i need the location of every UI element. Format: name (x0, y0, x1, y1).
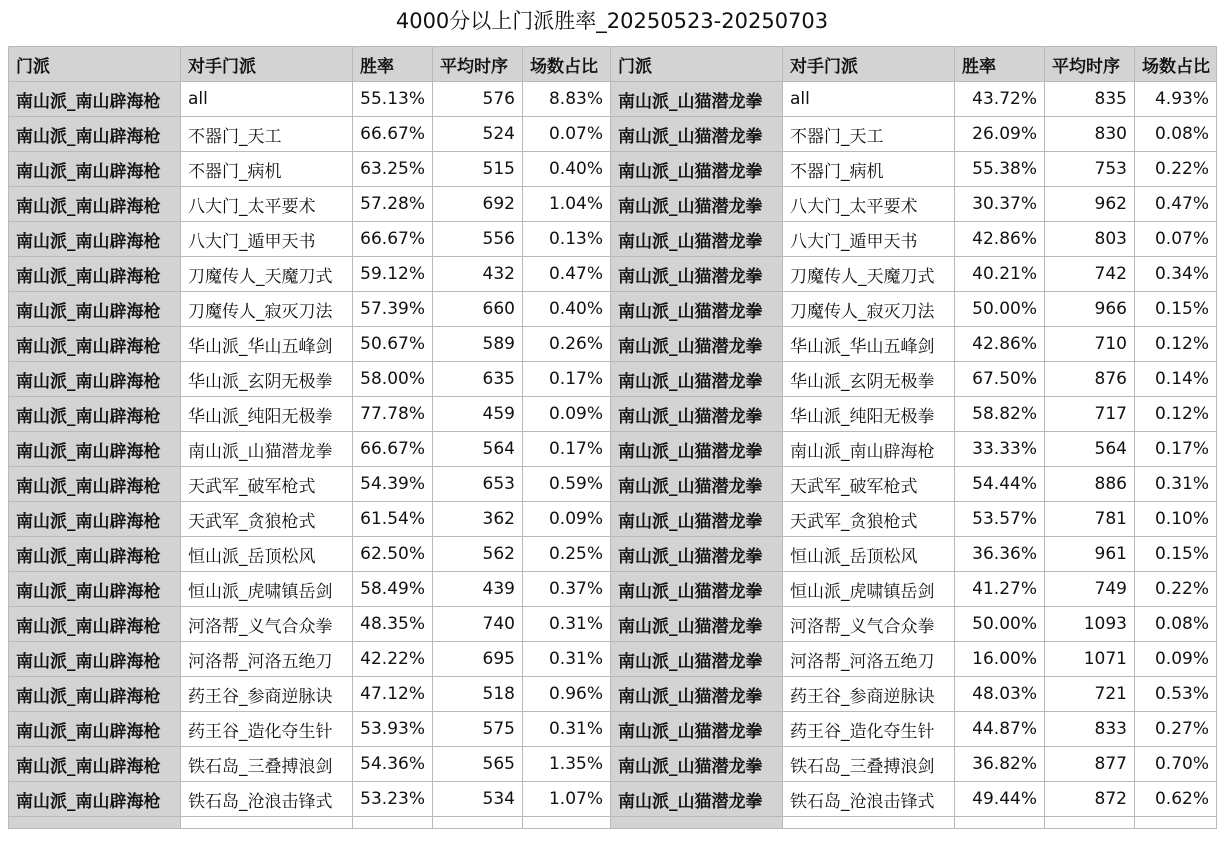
opponent-cell[interactable]: 南山派_山猫潜龙拳 (181, 432, 353, 467)
avg-timing-cell[interactable]: 835 (1045, 82, 1135, 117)
avg-timing-cell[interactable]: 872 (1045, 782, 1135, 817)
school-cell[interactable]: 南山派_山猫潜龙拳 (611, 747, 783, 782)
opponent-cell[interactable]: 恒山派_岳顶松风 (181, 537, 353, 572)
avg-timing-cell[interactable]: 459 (433, 397, 523, 432)
table-row (9, 502, 1217, 537)
empty-cell[interactable] (1045, 817, 1135, 829)
match-share-cell[interactable]: 1.04% (523, 187, 611, 222)
school-cell[interactable]: 南山派_南山辟海枪 (9, 712, 181, 747)
win-rate-table (8, 46, 1217, 829)
win-rate-cell[interactable]: 53.93% (353, 712, 433, 747)
table-row (9, 187, 1217, 222)
win-rate-cell[interactable]: 66.67% (353, 432, 433, 467)
match-share-cell[interactable]: 0.59% (523, 467, 611, 502)
opponent-cell[interactable]: 不器门_病机 (181, 152, 353, 187)
avg-timing-cell[interactable]: 962 (1045, 187, 1135, 222)
school-cell[interactable]: 南山派_山猫潜龙拳 (611, 467, 783, 502)
match-share-cell[interactable]: 0.40% (523, 152, 611, 187)
school-cell[interactable]: 南山派_山猫潜龙拳 (611, 782, 783, 817)
header-cell[interactable]: 平均时序 (1045, 47, 1135, 82)
match-share-cell[interactable]: 0.07% (523, 117, 611, 152)
win-rate-cell[interactable]: 77.78% (353, 397, 433, 432)
avg-timing-cell[interactable]: 575 (433, 712, 523, 747)
header-cell[interactable]: 平均时序 (433, 47, 523, 82)
win-rate-cell[interactable]: 50.67% (353, 327, 433, 362)
table-row (9, 747, 1217, 782)
opponent-cell[interactable]: 天武军_贪狼枪式 (181, 502, 353, 537)
school-cell[interactable]: 南山派_南山辟海枪 (9, 572, 181, 607)
match-share-cell[interactable]: 0.22% (1135, 152, 1217, 187)
table-row (9, 432, 1217, 467)
opponent-cell[interactable]: all (181, 82, 353, 117)
opponent-cell[interactable]: 刀魔传人_天魔刀式 (181, 257, 353, 292)
match-share-cell[interactable]: 0.08% (1135, 607, 1217, 642)
win-rate-cell[interactable]: 50.00% (955, 292, 1045, 327)
school-cell[interactable]: 南山派_山猫潜龙拳 (611, 187, 783, 222)
table-row (9, 467, 1217, 502)
opponent-cell[interactable]: all (783, 82, 955, 117)
match-share-cell[interactable]: 0.25% (523, 537, 611, 572)
avg-timing-cell[interactable]: 1071 (1045, 642, 1135, 677)
header-cell[interactable]: 胜率 (353, 47, 433, 82)
opponent-cell[interactable]: 华山派_纯阳无极拳 (181, 397, 353, 432)
school-cell[interactable]: 南山派_南山辟海枪 (9, 327, 181, 362)
match-share-cell[interactable]: 1.07% (523, 782, 611, 817)
opponent-cell[interactable]: 华山派_玄阴无极拳 (181, 362, 353, 397)
match-share-cell[interactable]: 8.83% (523, 82, 611, 117)
match-share-cell[interactable]: 0.07% (1135, 222, 1217, 257)
win-rate-cell[interactable]: 61.54% (353, 502, 433, 537)
win-rate-cell[interactable]: 54.39% (353, 467, 433, 502)
table-row (9, 607, 1217, 642)
avg-timing-cell[interactable]: 876 (1045, 362, 1135, 397)
avg-timing-cell[interactable]: 1093 (1045, 607, 1135, 642)
header-cell[interactable]: 对手门派 (181, 47, 353, 82)
match-share-cell[interactable]: 0.34% (1135, 257, 1217, 292)
table-body (9, 82, 1217, 829)
school-cell[interactable]: 南山派_山猫潜龙拳 (611, 362, 783, 397)
school-cell[interactable]: 南山派_南山辟海枪 (9, 397, 181, 432)
header-cell[interactable]: 门派 (9, 47, 181, 82)
opponent-cell[interactable]: 药王谷_参商逆脉诀 (181, 677, 353, 712)
win-rate-cell[interactable]: 41.27% (955, 572, 1045, 607)
header-cell[interactable]: 胜率 (955, 47, 1045, 82)
table-row (9, 572, 1217, 607)
match-share-cell[interactable]: 1.35% (523, 747, 611, 782)
win-rate-cell[interactable]: 16.00% (955, 642, 1045, 677)
opponent-cell[interactable]: 刀魔传人_寂灭刀法 (181, 292, 353, 327)
school-cell[interactable]: 南山派_南山辟海枪 (9, 502, 181, 537)
opponent-cell[interactable]: 八大门_遁甲天书 (181, 222, 353, 257)
match-share-cell[interactable]: 0.12% (1135, 327, 1217, 362)
avg-timing-cell[interactable]: 562 (433, 537, 523, 572)
win-rate-cell[interactable]: 40.21% (955, 257, 1045, 292)
avg-timing-cell[interactable]: 635 (433, 362, 523, 397)
school-cell[interactable]: 南山派_南山辟海枪 (9, 432, 181, 467)
win-rate-cell[interactable]: 57.39% (353, 292, 433, 327)
win-rate-cell[interactable]: 54.44% (955, 467, 1045, 502)
win-rate-cell[interactable]: 42.86% (955, 222, 1045, 257)
school-cell[interactable]: 南山派_南山辟海枪 (9, 467, 181, 502)
school-cell[interactable]: 南山派_山猫潜龙拳 (611, 257, 783, 292)
school-cell[interactable]: 南山派_南山辟海枪 (9, 747, 181, 782)
header-cell[interactable]: 场数占比 (523, 47, 611, 82)
school-cell[interactable]: 南山派_南山辟海枪 (9, 677, 181, 712)
avg-timing-cell[interactable]: 439 (433, 572, 523, 607)
school-cell[interactable]: 南山派_南山辟海枪 (9, 222, 181, 257)
opponent-cell[interactable]: 华山派_玄阴无极拳 (783, 362, 955, 397)
match-share-cell[interactable]: 0.62% (1135, 782, 1217, 817)
opponent-cell[interactable]: 铁石岛_三叠搏浪剑 (181, 747, 353, 782)
table-row (9, 117, 1217, 152)
match-share-cell[interactable]: 0.31% (523, 642, 611, 677)
avg-timing-cell[interactable]: 833 (1045, 712, 1135, 747)
opponent-cell[interactable]: 药王谷_造化夺生针 (181, 712, 353, 747)
opponent-cell[interactable]: 铁石岛_沧浪击锋式 (783, 782, 955, 817)
school-cell[interactable]: 南山派_山猫潜龙拳 (611, 642, 783, 677)
win-rate-cell[interactable]: 33.33% (955, 432, 1045, 467)
table-row (9, 257, 1217, 292)
header-cell[interactable]: 对手门派 (783, 47, 955, 82)
header-cell[interactable]: 门派 (611, 47, 783, 82)
match-share-cell[interactable]: 0.09% (523, 397, 611, 432)
match-share-cell[interactable]: 0.09% (523, 502, 611, 537)
match-share-cell[interactable]: 0.31% (1135, 467, 1217, 502)
win-rate-cell[interactable]: 53.57% (955, 502, 1045, 537)
table-row-partial (9, 817, 1217, 829)
avg-timing-cell[interactable]: 518 (433, 677, 523, 712)
avg-timing-cell[interactable]: 740 (433, 607, 523, 642)
win-rate-cell[interactable]: 49.44% (955, 782, 1045, 817)
table-row (9, 362, 1217, 397)
match-share-cell[interactable]: 4.93% (1135, 82, 1217, 117)
school-cell[interactable]: 南山派_南山辟海枪 (9, 187, 181, 222)
match-share-cell[interactable]: 0.15% (1135, 292, 1217, 327)
school-cell[interactable]: 南山派_山猫潜龙拳 (611, 82, 783, 117)
opponent-cell[interactable]: 南山派_南山辟海枪 (783, 432, 955, 467)
school-cell[interactable]: 南山派_南山辟海枪 (9, 292, 181, 327)
school-cell[interactable]: 南山派_山猫潜龙拳 (611, 432, 783, 467)
school-cell[interactable]: 南山派_南山辟海枪 (9, 257, 181, 292)
avg-timing-cell[interactable]: 961 (1045, 537, 1135, 572)
opponent-cell[interactable]: 恒山派_虎啸镇岳剑 (181, 572, 353, 607)
avg-timing-cell[interactable]: 564 (1045, 432, 1135, 467)
school-cell[interactable]: 南山派_山猫潜龙拳 (611, 397, 783, 432)
avg-timing-cell[interactable]: 749 (1045, 572, 1135, 607)
header-row (9, 47, 1217, 82)
win-rate-cell[interactable]: 63.25% (353, 152, 433, 187)
school-cell[interactable]: 南山派_山猫潜龙拳 (611, 572, 783, 607)
win-rate-cell[interactable]: 58.82% (955, 397, 1045, 432)
empty-cell[interactable] (523, 817, 611, 829)
table-row (9, 642, 1217, 677)
avg-timing-cell[interactable]: 717 (1045, 397, 1135, 432)
match-share-cell[interactable]: 0.13% (523, 222, 611, 257)
win-rate-cell[interactable]: 47.12% (353, 677, 433, 712)
match-share-cell[interactable]: 0.12% (1135, 397, 1217, 432)
table-row (9, 712, 1217, 747)
avg-timing-cell[interactable]: 721 (1045, 677, 1135, 712)
school-cell[interactable]: 南山派_南山辟海枪 (9, 117, 181, 152)
match-share-cell[interactable]: 0.17% (1135, 432, 1217, 467)
avg-timing-cell[interactable]: 695 (433, 642, 523, 677)
opponent-cell[interactable]: 河洛帮_河洛五绝刀 (181, 642, 353, 677)
opponent-cell[interactable]: 药王谷_造化夺生针 (783, 712, 955, 747)
win-rate-cell[interactable]: 59.12% (353, 257, 433, 292)
empty-cell[interactable] (353, 817, 433, 829)
match-share-cell[interactable]: 0.96% (523, 677, 611, 712)
table-row (9, 397, 1217, 432)
opponent-cell[interactable]: 刀魔传人_寂灭刀法 (783, 292, 955, 327)
win-rate-cell[interactable]: 55.13% (353, 82, 433, 117)
avg-timing-cell[interactable]: 886 (1045, 467, 1135, 502)
school-cell[interactable]: 南山派_南山辟海枪 (9, 537, 181, 572)
school-cell[interactable]: 南山派_山猫潜龙拳 (611, 117, 783, 152)
win-rate-cell[interactable]: 42.22% (353, 642, 433, 677)
empty-cell[interactable] (181, 817, 353, 829)
school-cell[interactable]: 南山派_山猫潜龙拳 (611, 292, 783, 327)
win-rate-cell[interactable]: 53.23% (353, 782, 433, 817)
avg-timing-cell[interactable]: 966 (1045, 292, 1135, 327)
win-rate-cell[interactable]: 55.38% (955, 152, 1045, 187)
avg-timing-cell[interactable]: 653 (433, 467, 523, 502)
match-share-cell[interactable]: 0.53% (1135, 677, 1217, 712)
empty-cell[interactable] (433, 817, 523, 829)
opponent-cell[interactable]: 不器门_天工 (783, 117, 955, 152)
opponent-cell[interactable]: 八大门_太平要术 (783, 187, 955, 222)
avg-timing-cell[interactable]: 830 (1045, 117, 1135, 152)
avg-timing-cell[interactable]: 576 (433, 82, 523, 117)
match-share-cell[interactable]: 0.17% (523, 362, 611, 397)
avg-timing-cell[interactable]: 692 (433, 187, 523, 222)
win-rate-cell[interactable]: 36.36% (955, 537, 1045, 572)
school-cell[interactable]: 南山派_南山辟海枪 (9, 152, 181, 187)
opponent-cell[interactable]: 河洛帮_河洛五绝刀 (783, 642, 955, 677)
school-cell[interactable]: 南山派_山猫潜龙拳 (611, 537, 783, 572)
opponent-cell[interactable]: 河洛帮_义气合众拳 (783, 607, 955, 642)
table-row (9, 782, 1217, 817)
school-cell[interactable]: 南山派_南山辟海枪 (9, 607, 181, 642)
avg-timing-cell[interactable]: 524 (433, 117, 523, 152)
win-rate-cell[interactable]: 30.37% (955, 187, 1045, 222)
opponent-cell[interactable]: 天武军_贪狼枪式 (783, 502, 955, 537)
match-share-cell[interactable]: 0.31% (523, 712, 611, 747)
header-cell[interactable]: 场数占比 (1135, 47, 1217, 82)
opponent-cell[interactable]: 华山派_华山五峰剑 (783, 327, 955, 362)
win-rate-cell[interactable]: 66.67% (353, 117, 433, 152)
win-rate-cell[interactable]: 62.50% (353, 537, 433, 572)
opponent-cell[interactable]: 华山派_华山五峰剑 (181, 327, 353, 362)
win-rate-cell[interactable]: 58.49% (353, 572, 433, 607)
opponent-cell[interactable]: 八大门_太平要术 (181, 187, 353, 222)
table-row (9, 292, 1217, 327)
avg-timing-cell[interactable]: 753 (1045, 152, 1135, 187)
match-share-cell[interactable]: 0.40% (523, 292, 611, 327)
avg-timing-cell[interactable]: 534 (433, 782, 523, 817)
opponent-cell[interactable]: 华山派_纯阳无极拳 (783, 397, 955, 432)
school-cell[interactable]: 南山派_南山辟海枪 (9, 642, 181, 677)
school-cell[interactable]: 南山派_山猫潜龙拳 (611, 222, 783, 257)
avg-timing-cell[interactable]: 362 (433, 502, 523, 537)
match-share-cell[interactable]: 0.70% (1135, 747, 1217, 782)
avg-timing-cell[interactable]: 515 (433, 152, 523, 187)
match-share-cell[interactable]: 0.10% (1135, 502, 1217, 537)
win-rate-cell[interactable]: 48.35% (353, 607, 433, 642)
win-rate-cell[interactable]: 48.03% (955, 677, 1045, 712)
school-cell[interactable]: 南山派_山猫潜龙拳 (611, 152, 783, 187)
opponent-cell[interactable]: 天武军_破军枪式 (783, 467, 955, 502)
avg-timing-cell[interactable]: 565 (433, 747, 523, 782)
avg-timing-cell[interactable]: 589 (433, 327, 523, 362)
match-share-cell[interactable]: 0.26% (523, 327, 611, 362)
table-row (9, 537, 1217, 572)
match-share-cell[interactable]: 0.15% (1135, 537, 1217, 572)
empty-cell[interactable] (955, 817, 1045, 829)
empty-cell[interactable] (9, 817, 181, 829)
win-rate-cell[interactable]: 50.00% (955, 607, 1045, 642)
match-share-cell[interactable]: 0.47% (523, 257, 611, 292)
opponent-cell[interactable]: 不器门_病机 (783, 152, 955, 187)
avg-timing-cell[interactable]: 803 (1045, 222, 1135, 257)
avg-timing-cell[interactable]: 710 (1045, 327, 1135, 362)
school-cell[interactable]: 南山派_山猫潜龙拳 (611, 502, 783, 537)
win-rate-cell[interactable]: 66.67% (353, 222, 433, 257)
match-share-cell[interactable]: 0.08% (1135, 117, 1217, 152)
table-row (9, 677, 1217, 712)
opponent-cell[interactable]: 铁石岛_沧浪击锋式 (181, 782, 353, 817)
win-rate-cell[interactable]: 58.00% (353, 362, 433, 397)
match-share-cell[interactable]: 0.31% (523, 607, 611, 642)
empty-cell[interactable] (1135, 817, 1217, 829)
table-row (9, 327, 1217, 362)
opponent-cell[interactable]: 天武军_破军枪式 (181, 467, 353, 502)
match-share-cell[interactable]: 0.14% (1135, 362, 1217, 397)
table-row (9, 82, 1217, 117)
win-rate-cell[interactable]: 42.86% (955, 327, 1045, 362)
empty-cell[interactable] (783, 817, 955, 829)
table-row (9, 152, 1217, 187)
match-share-cell[interactable]: 0.09% (1135, 642, 1217, 677)
school-cell[interactable]: 南山派_山猫潜龙拳 (611, 327, 783, 362)
avg-timing-cell[interactable]: 877 (1045, 747, 1135, 782)
opponent-cell[interactable]: 恒山派_虎啸镇岳剑 (783, 572, 955, 607)
opponent-cell[interactable]: 刀魔传人_天魔刀式 (783, 257, 955, 292)
opponent-cell[interactable]: 恒山派_岳顶松风 (783, 537, 955, 572)
avg-timing-cell[interactable]: 660 (433, 292, 523, 327)
win-rate-cell[interactable]: 67.50% (955, 362, 1045, 397)
match-share-cell[interactable]: 0.27% (1135, 712, 1217, 747)
school-cell[interactable]: 南山派_南山辟海枪 (9, 782, 181, 817)
opponent-cell[interactable]: 河洛帮_义气合众拳 (181, 607, 353, 642)
avg-timing-cell[interactable]: 432 (433, 257, 523, 292)
win-rate-cell[interactable]: 57.28% (353, 187, 433, 222)
avg-timing-cell[interactable]: 556 (433, 222, 523, 257)
school-cell[interactable]: 南山派_山猫潜龙拳 (611, 677, 783, 712)
win-rate-cell[interactable]: 43.72% (955, 82, 1045, 117)
match-share-cell[interactable]: 0.22% (1135, 572, 1217, 607)
win-rate-cell[interactable]: 44.87% (955, 712, 1045, 747)
match-share-cell[interactable]: 0.37% (523, 572, 611, 607)
school-cell[interactable]: 南山派_南山辟海枪 (9, 362, 181, 397)
school-cell[interactable]: 南山派_南山辟海枪 (9, 82, 181, 117)
avg-timing-cell[interactable]: 781 (1045, 502, 1135, 537)
empty-cell[interactable] (611, 817, 783, 829)
table-row (9, 222, 1217, 257)
win-rate-cell[interactable]: 26.09% (955, 117, 1045, 152)
opponent-cell[interactable]: 药王谷_参商逆脉诀 (783, 677, 955, 712)
school-cell[interactable]: 南山派_山猫潜龙拳 (611, 712, 783, 747)
opponent-cell[interactable]: 铁石岛_三叠搏浪剑 (783, 747, 955, 782)
avg-timing-cell[interactable]: 742 (1045, 257, 1135, 292)
school-cell[interactable]: 南山派_山猫潜龙拳 (611, 607, 783, 642)
avg-timing-cell[interactable]: 564 (433, 432, 523, 467)
opponent-cell[interactable]: 不器门_天工 (181, 117, 353, 152)
sheet-title: 4000分以上门派胜率_20250523-20250703 (395, 9, 829, 33)
win-rate-cell[interactable]: 36.82% (955, 747, 1045, 782)
opponent-cell[interactable]: 八大门_遁甲天书 (783, 222, 955, 257)
win-rate-cell[interactable]: 54.36% (353, 747, 433, 782)
match-share-cell[interactable]: 0.17% (523, 432, 611, 467)
match-share-cell[interactable]: 0.47% (1135, 187, 1217, 222)
